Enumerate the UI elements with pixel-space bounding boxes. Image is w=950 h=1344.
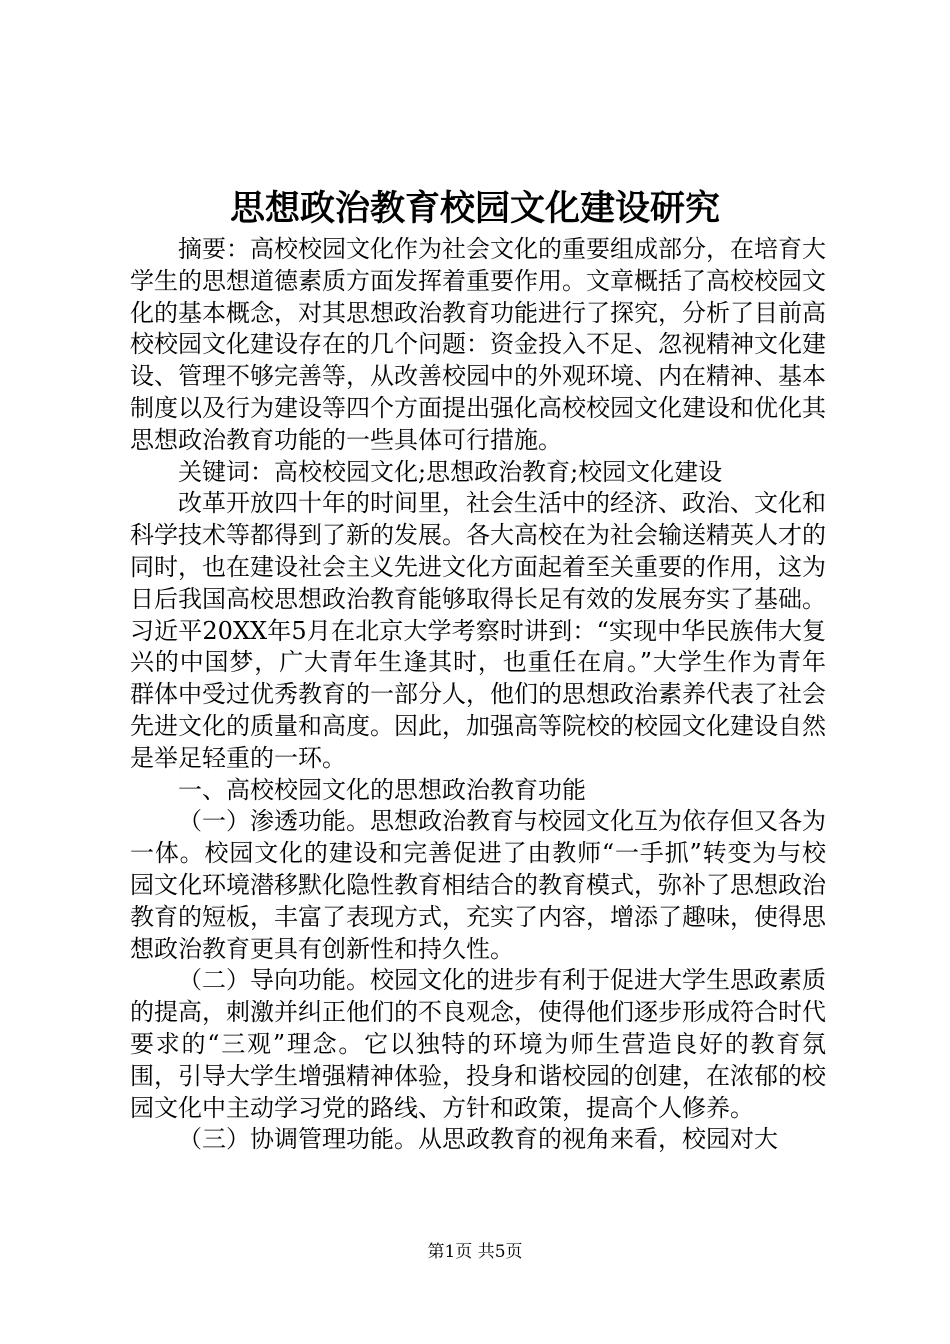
document-body <box>130 234 826 1156</box>
page-footer: 第1页 共5页 <box>427 1242 523 1262</box>
keywords-paragraph: 关键词：高校校园文化;思想政治教育;校园文化建设 <box>178 457 723 486</box>
section-heading: 一、高校校园文化的思想政治教育功能 <box>178 775 586 804</box>
document-title: 思想政治教育校园文化建设研究 <box>229 188 720 229</box>
body-paragraph: （一）渗透功能。思想政治教育与校园文化互为依存但又各为一体。校园文化的建设和完善促进了由教师“一手抓”转变为与校园文化环境潜移默化隐性教育相结合的教育模式，弥补了思想政治教育的短板，丰富了表现方式，充实了内容，增添了趣味，使得思想政治教育更具有创新性和持久性。 <box>130 807 826 963</box>
abstract-paragraph: 摘要：高校校园文化作为社会文化的重要组成部分，在培育大学生的思想道德素质方面发挥着重要作用。文章概括了高校校园文化的基本概念，对其思想政治教育功能进行了探究，分析了目前高校校园文化建设存在的几个问题：资金投入不足、忽视精神文化建设、管理不够完善等，从改善校园中的外观环境、内在精神、基本制度以及行为建设等四个方面提出强化高校校园文化建设和优化其思想政治教育功能的一些具体可行措施。 <box>130 235 826 454</box>
body-paragraph: （二）导向功能。校园文化的进步有利于促进大学生思政素质的提高，刺激并纠正他们的不良观念，使得他们逐步形成符合时代要求的“三观”理念。它以独特的环境为师生营造良好的教育氛围，引导大学生增强精神体验，投身和谐校园的创建，在浓郁的校园文化中主动学习党的路线、方针和政策，提高个人修养。 <box>130 966 826 1122</box>
body-paragraph: （三）协调管理功能。从思政教育的视角来看，校园对大 <box>178 1125 778 1154</box>
intro-paragraph: 改革开放四十年的时间里，社会生活中的经济、政治、文化和科学技术等都得到了新的发展。各大高校在为社会输送精英人才的同时，也在建设社会主义先进文化方面起着至关重要的作用，这为日后我国高校思想政治教育能够取得长足有效的发展夯实了基础。习近平20XX年5月在北京大学考察时讲到：“实现中华民族伟大复兴的中国梦，广大青年生逢其时，也重任在肩。”大学生作为青年群体中受过优秀教育的一部分人，他们的思想政治素养代表了社会先进文化的质量和高度。因此，加强高等院校的校园文化建设自然是举足轻重的一环。 <box>130 489 826 772</box>
